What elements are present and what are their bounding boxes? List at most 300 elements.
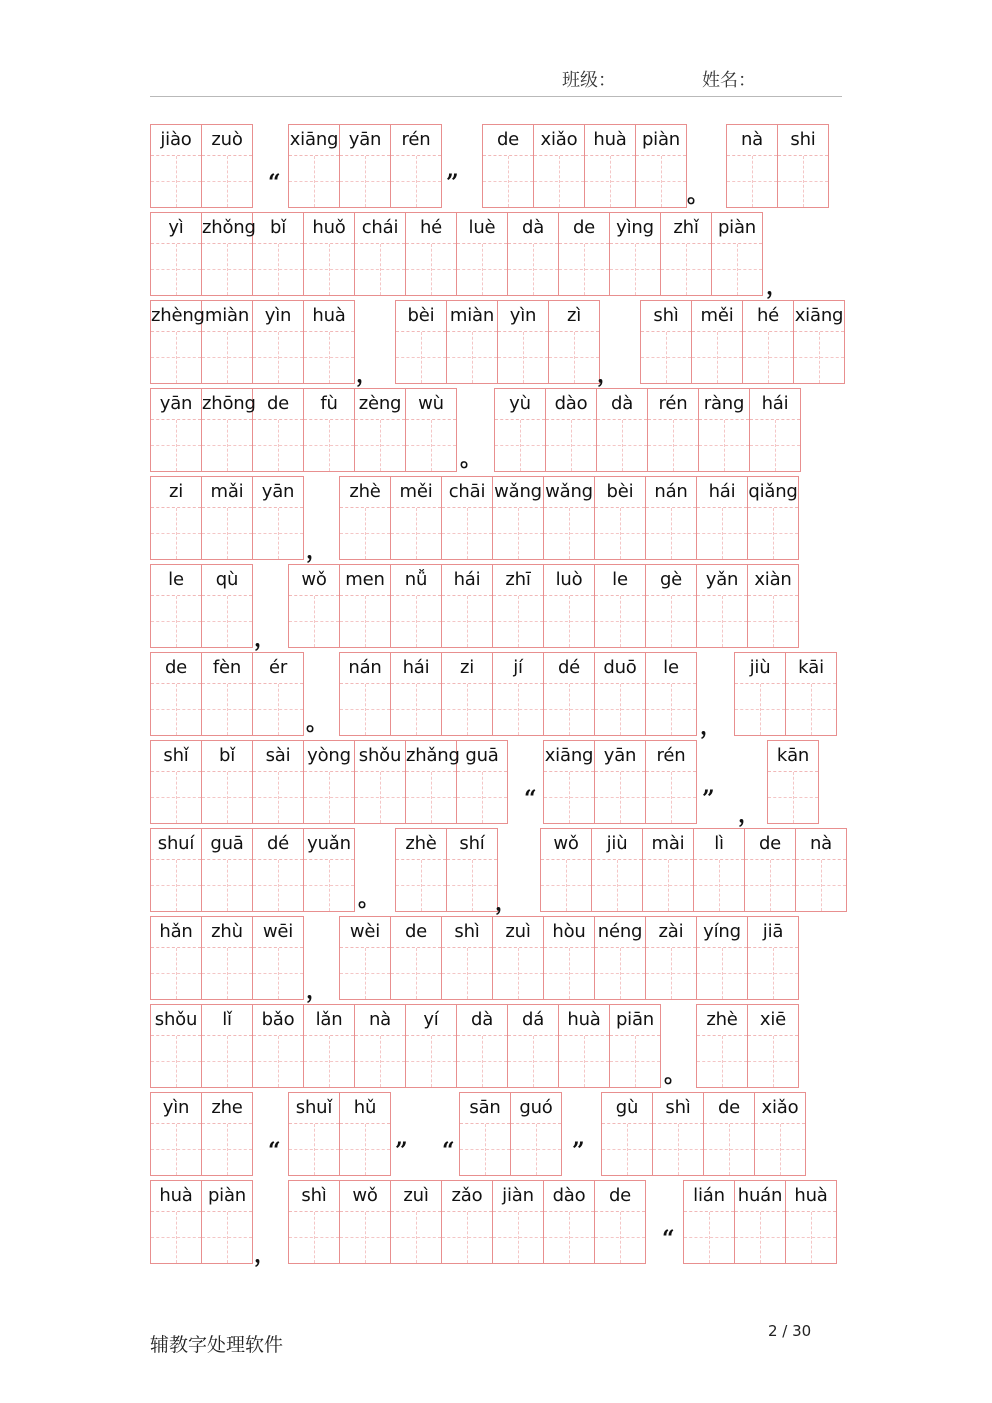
character-box[interactable] <box>151 948 201 999</box>
character-box[interactable] <box>457 1036 507 1087</box>
tianzi-cell[interactable] <box>544 477 595 559</box>
tianzi-cell[interactable] <box>755 1093 805 1175</box>
character-box[interactable] <box>304 772 354 823</box>
character-box[interactable] <box>544 508 594 559</box>
tianzi-cell[interactable] <box>202 389 256 471</box>
character-box[interactable] <box>253 1036 303 1087</box>
character-box[interactable] <box>755 1124 805 1175</box>
tianzi-cell[interactable] <box>786 1181 836 1263</box>
tianzi-cell[interactable] <box>460 1093 511 1175</box>
tianzi-cell[interactable] <box>559 1005 610 1087</box>
character-box[interactable] <box>304 420 354 471</box>
tianzi-cell[interactable] <box>391 1181 442 1263</box>
tianzi-cell[interactable] <box>768 741 818 823</box>
character-box[interactable] <box>355 420 405 471</box>
tianzi-cell[interactable] <box>151 301 205 383</box>
character-box[interactable] <box>460 1124 510 1175</box>
character-box[interactable] <box>796 860 846 911</box>
tianzi-cell[interactable] <box>151 653 202 735</box>
tianzi-cell[interactable] <box>151 1181 202 1263</box>
tianzi-cell[interactable] <box>442 565 493 647</box>
character-box[interactable] <box>493 684 543 735</box>
tianzi-cell[interactable] <box>202 741 253 823</box>
character-box[interactable] <box>396 860 446 911</box>
character-box[interactable] <box>643 860 693 911</box>
tianzi-cell[interactable] <box>406 213 457 295</box>
tianzi-cell[interactable] <box>340 1181 391 1263</box>
tianzi-cell[interactable] <box>289 125 340 207</box>
tianzi-cell[interactable] <box>493 477 544 559</box>
character-box[interactable] <box>151 244 201 295</box>
character-box[interactable] <box>391 156 441 207</box>
character-box[interactable] <box>253 684 303 735</box>
character-box[interactable] <box>712 244 762 295</box>
character-box[interactable] <box>595 772 645 823</box>
character-box[interactable] <box>697 508 747 559</box>
tianzi-cell[interactable] <box>202 477 253 559</box>
tianzi-cell[interactable] <box>493 653 544 735</box>
character-box[interactable] <box>646 948 696 999</box>
tianzi-cell[interactable] <box>457 1005 508 1087</box>
character-box[interactable] <box>493 1212 543 1263</box>
character-box[interactable] <box>202 508 252 559</box>
character-box[interactable] <box>595 684 645 735</box>
tianzi-cell[interactable] <box>340 477 391 559</box>
character-box[interactable] <box>406 1036 456 1087</box>
tianzi-cell[interactable] <box>151 389 202 471</box>
character-box[interactable] <box>151 1212 201 1263</box>
tianzi-cell[interactable] <box>610 1005 660 1087</box>
tianzi-cell[interactable] <box>304 741 355 823</box>
tianzi-cell[interactable] <box>289 1093 340 1175</box>
tianzi-cell[interactable] <box>457 213 508 295</box>
character-box[interactable] <box>595 948 645 999</box>
character-box[interactable] <box>355 1036 405 1087</box>
tianzi-cell[interactable] <box>396 301 447 383</box>
tianzi-cell[interactable] <box>202 125 252 207</box>
tianzi-cell[interactable] <box>457 741 507 823</box>
character-box[interactable] <box>641 332 691 383</box>
tianzi-cell[interactable] <box>355 213 406 295</box>
character-box[interactable] <box>636 156 686 207</box>
tianzi-cell[interactable] <box>151 565 202 647</box>
character-box[interactable] <box>202 596 252 647</box>
tianzi-cell[interactable] <box>498 301 549 383</box>
character-box[interactable] <box>340 684 390 735</box>
character-box[interactable] <box>289 596 339 647</box>
tianzi-cell[interactable] <box>442 1181 493 1263</box>
character-box[interactable] <box>447 860 497 911</box>
character-box[interactable] <box>743 332 793 383</box>
character-box[interactable] <box>610 1036 660 1087</box>
character-box[interactable] <box>289 156 339 207</box>
character-box[interactable] <box>406 772 456 823</box>
tianzi-cell[interactable] <box>151 1093 202 1175</box>
tianzi-cell[interactable] <box>253 1005 304 1087</box>
character-box[interactable] <box>457 244 507 295</box>
tianzi-cell[interactable] <box>151 741 202 823</box>
character-box[interactable] <box>786 1212 836 1263</box>
character-box[interactable] <box>692 332 742 383</box>
tianzi-cell[interactable] <box>648 389 699 471</box>
tianzi-cell[interactable] <box>641 301 692 383</box>
character-box[interactable] <box>648 420 698 471</box>
tianzi-cell[interactable] <box>340 917 391 999</box>
tianzi-cell[interactable] <box>549 301 599 383</box>
tianzi-cell[interactable] <box>646 741 696 823</box>
tianzi-cell[interactable] <box>151 125 202 207</box>
tianzi-cell[interactable] <box>794 301 844 383</box>
tianzi-cell[interactable] <box>750 389 800 471</box>
character-box[interactable] <box>253 948 303 999</box>
tianzi-cell[interactable] <box>735 653 786 735</box>
tianzi-cell[interactable] <box>643 829 694 911</box>
character-box[interactable] <box>355 244 405 295</box>
character-box[interactable] <box>735 1212 785 1263</box>
character-box[interactable] <box>511 1124 561 1175</box>
character-box[interactable] <box>442 948 492 999</box>
character-box[interactable] <box>735 684 785 735</box>
character-box[interactable] <box>202 860 252 911</box>
tianzi-cell[interactable] <box>289 1181 340 1263</box>
character-box[interactable] <box>544 772 594 823</box>
character-box[interactable] <box>442 596 492 647</box>
character-box[interactable] <box>202 1036 252 1087</box>
tianzi-cell[interactable] <box>544 917 595 999</box>
tianzi-cell[interactable] <box>610 213 661 295</box>
tianzi-cell[interactable] <box>712 213 762 295</box>
tianzi-cell[interactable] <box>202 1181 252 1263</box>
character-box[interactable] <box>727 156 777 207</box>
character-box[interactable] <box>595 596 645 647</box>
tianzi-cell[interactable] <box>396 829 447 911</box>
tianzi-cell[interactable] <box>355 741 406 823</box>
character-box[interactable] <box>544 1212 594 1263</box>
tianzi-cell[interactable] <box>585 125 636 207</box>
character-box[interactable] <box>546 420 596 471</box>
character-box[interactable] <box>493 508 543 559</box>
character-box[interactable] <box>253 420 303 471</box>
character-box[interactable] <box>646 508 696 559</box>
character-box[interactable] <box>442 1212 492 1263</box>
tianzi-cell[interactable] <box>653 1093 704 1175</box>
character-box[interactable] <box>745 860 795 911</box>
tianzi-cell[interactable] <box>778 125 828 207</box>
character-box[interactable] <box>202 1212 252 1263</box>
character-box[interactable] <box>202 332 252 383</box>
character-box[interactable] <box>508 244 558 295</box>
character-box[interactable] <box>391 1212 441 1263</box>
tianzi-cell[interactable] <box>253 653 303 735</box>
character-box[interactable] <box>592 860 642 911</box>
tianzi-cell[interactable] <box>391 917 442 999</box>
character-box[interactable] <box>544 684 594 735</box>
tianzi-cell[interactable] <box>748 917 798 999</box>
character-box[interactable] <box>508 1036 558 1087</box>
tianzi-cell[interactable] <box>253 477 303 559</box>
character-box[interactable] <box>151 596 201 647</box>
character-box[interactable] <box>202 244 252 295</box>
tianzi-cell[interactable] <box>202 1005 253 1087</box>
tianzi-cell[interactable] <box>546 389 597 471</box>
character-box[interactable] <box>304 860 354 911</box>
character-box[interactable] <box>750 420 800 471</box>
tianzi-cell[interactable] <box>304 213 355 295</box>
tianzi-cell[interactable] <box>508 213 559 295</box>
character-box[interactable] <box>202 684 252 735</box>
tianzi-cell[interactable] <box>202 1093 252 1175</box>
character-box[interactable] <box>646 596 696 647</box>
tianzi-cell[interactable] <box>202 917 253 999</box>
tianzi-cell[interactable] <box>304 301 354 383</box>
character-box[interactable] <box>748 596 798 647</box>
character-box[interactable] <box>391 948 441 999</box>
tianzi-cell[interactable] <box>340 653 391 735</box>
tianzi-cell[interactable] <box>541 829 592 911</box>
tianzi-cell[interactable] <box>304 829 354 911</box>
character-box[interactable] <box>304 332 354 383</box>
tianzi-cell[interactable] <box>748 565 798 647</box>
tianzi-cell[interactable] <box>704 1093 755 1175</box>
character-box[interactable] <box>355 772 405 823</box>
character-box[interactable] <box>610 244 660 295</box>
character-box[interactable] <box>151 420 201 471</box>
character-box[interactable] <box>595 508 645 559</box>
tianzi-cell[interactable] <box>544 741 595 823</box>
character-box[interactable] <box>694 860 744 911</box>
tianzi-cell[interactable] <box>391 565 442 647</box>
character-box[interactable] <box>202 1124 252 1175</box>
tianzi-cell[interactable] <box>202 829 253 911</box>
character-box[interactable] <box>304 1036 354 1087</box>
character-box[interactable] <box>697 1036 747 1087</box>
tianzi-cell[interactable] <box>391 477 442 559</box>
tianzi-cell[interactable] <box>355 389 406 471</box>
tianzi-cell[interactable] <box>786 653 836 735</box>
tianzi-cell[interactable] <box>692 301 743 383</box>
tianzi-cell[interactable] <box>289 565 340 647</box>
tianzi-cell[interactable] <box>253 917 303 999</box>
tianzi-cell[interactable] <box>544 1181 595 1263</box>
character-box[interactable] <box>151 860 201 911</box>
character-box[interactable] <box>442 684 492 735</box>
character-box[interactable] <box>151 508 201 559</box>
tianzi-cell[interactable] <box>151 477 202 559</box>
tianzi-cell[interactable] <box>694 829 745 911</box>
character-box[interactable] <box>289 1212 339 1263</box>
tianzi-cell[interactable] <box>602 1093 653 1175</box>
tianzi-cell[interactable] <box>595 565 646 647</box>
tianzi-cell[interactable] <box>495 389 546 471</box>
character-box[interactable] <box>778 156 828 207</box>
character-box[interactable] <box>661 244 711 295</box>
character-box[interactable] <box>151 332 201 383</box>
character-box[interactable] <box>544 948 594 999</box>
character-box[interactable] <box>253 508 303 559</box>
tianzi-cell[interactable] <box>304 389 355 471</box>
tianzi-cell[interactable] <box>595 653 646 735</box>
tianzi-cell[interactable] <box>340 565 391 647</box>
character-box[interactable] <box>202 772 252 823</box>
tianzi-cell[interactable] <box>727 125 778 207</box>
character-box[interactable] <box>495 420 545 471</box>
tianzi-cell[interactable] <box>253 741 304 823</box>
character-box[interactable] <box>391 508 441 559</box>
tianzi-cell[interactable] <box>202 213 256 295</box>
character-box[interactable] <box>304 244 354 295</box>
character-box[interactable] <box>151 772 201 823</box>
character-box[interactable] <box>340 508 390 559</box>
tianzi-cell[interactable] <box>511 1093 561 1175</box>
tianzi-cell[interactable] <box>253 829 304 911</box>
tianzi-cell[interactable] <box>544 653 595 735</box>
tianzi-cell[interactable] <box>253 389 304 471</box>
tianzi-cell[interactable] <box>253 301 304 383</box>
tianzi-cell[interactable] <box>699 389 750 471</box>
character-box[interactable] <box>699 420 749 471</box>
tianzi-cell[interactable] <box>340 1093 390 1175</box>
tianzi-cell[interactable] <box>151 829 202 911</box>
character-box[interactable] <box>534 156 584 207</box>
character-box[interactable] <box>202 420 252 471</box>
tianzi-cell[interactable] <box>748 1005 798 1087</box>
tianzi-cell[interactable] <box>697 1005 748 1087</box>
tianzi-cell[interactable] <box>442 653 493 735</box>
tianzi-cell[interactable] <box>151 213 202 295</box>
character-box[interactable] <box>442 508 492 559</box>
tianzi-cell[interactable] <box>745 829 796 911</box>
character-box[interactable] <box>340 1124 390 1175</box>
character-box[interactable] <box>653 1124 703 1175</box>
tianzi-cell[interactable] <box>406 389 456 471</box>
tianzi-cell[interactable] <box>493 565 544 647</box>
character-box[interactable] <box>253 860 303 911</box>
character-box[interactable] <box>289 1124 339 1175</box>
tianzi-cell[interactable] <box>202 653 253 735</box>
character-box[interactable] <box>151 1124 201 1175</box>
tianzi-cell[interactable] <box>661 213 712 295</box>
tianzi-cell[interactable] <box>646 653 696 735</box>
character-box[interactable] <box>253 772 303 823</box>
character-box[interactable] <box>646 772 696 823</box>
tianzi-cell[interactable] <box>597 389 648 471</box>
tianzi-cell[interactable] <box>151 917 202 999</box>
tianzi-cell[interactable] <box>735 1181 786 1263</box>
tianzi-cell[interactable] <box>595 741 646 823</box>
character-box[interactable] <box>697 596 747 647</box>
tianzi-cell[interactable] <box>595 477 646 559</box>
character-box[interactable] <box>202 948 252 999</box>
tianzi-cell[interactable] <box>646 917 697 999</box>
tianzi-cell[interactable] <box>406 1005 457 1087</box>
tianzi-cell[interactable] <box>151 1005 202 1087</box>
tianzi-cell[interactable] <box>508 1005 559 1087</box>
character-box[interactable] <box>498 332 548 383</box>
character-box[interactable] <box>340 596 390 647</box>
tianzi-cell[interactable] <box>304 1005 355 1087</box>
character-box[interactable] <box>549 332 599 383</box>
tianzi-cell[interactable] <box>748 477 798 559</box>
character-box[interactable] <box>559 1036 609 1087</box>
tianzi-cell[interactable] <box>636 125 686 207</box>
character-box[interactable] <box>340 948 390 999</box>
character-box[interactable] <box>406 244 456 295</box>
tianzi-cell[interactable] <box>202 301 253 383</box>
tianzi-cell[interactable] <box>406 741 460 823</box>
tianzi-cell[interactable] <box>559 213 610 295</box>
tianzi-cell[interactable] <box>595 1181 645 1263</box>
character-box[interactable] <box>406 420 456 471</box>
tianzi-cell[interactable] <box>447 829 497 911</box>
character-box[interactable] <box>391 684 441 735</box>
tianzi-cell[interactable] <box>493 1181 544 1263</box>
character-box[interactable] <box>151 156 201 207</box>
character-box[interactable] <box>493 948 543 999</box>
character-box[interactable] <box>151 1036 201 1087</box>
character-box[interactable] <box>748 948 798 999</box>
tianzi-cell[interactable] <box>340 125 391 207</box>
tianzi-cell[interactable] <box>697 477 748 559</box>
tianzi-cell[interactable] <box>646 477 697 559</box>
tianzi-cell[interactable] <box>493 917 544 999</box>
tianzi-cell[interactable] <box>796 829 846 911</box>
character-box[interactable] <box>457 772 507 823</box>
character-box[interactable] <box>697 948 747 999</box>
character-box[interactable] <box>602 1124 652 1175</box>
character-box[interactable] <box>340 156 390 207</box>
character-box[interactable] <box>202 156 252 207</box>
tianzi-cell[interactable] <box>595 917 646 999</box>
character-box[interactable] <box>447 332 497 383</box>
tianzi-cell[interactable] <box>544 565 595 647</box>
character-box[interactable] <box>768 772 818 823</box>
character-box[interactable] <box>151 684 201 735</box>
tianzi-cell[interactable] <box>391 653 442 735</box>
tianzi-cell[interactable] <box>697 917 748 999</box>
tianzi-cell[interactable] <box>253 213 304 295</box>
tianzi-cell[interactable] <box>534 125 585 207</box>
character-box[interactable] <box>253 332 303 383</box>
tianzi-cell[interactable] <box>447 301 498 383</box>
character-box[interactable] <box>597 420 647 471</box>
character-box[interactable] <box>595 1212 645 1263</box>
character-box[interactable] <box>391 596 441 647</box>
tianzi-cell[interactable] <box>592 829 643 911</box>
character-box[interactable] <box>786 684 836 735</box>
character-box[interactable] <box>585 156 635 207</box>
character-box[interactable] <box>794 332 844 383</box>
tianzi-cell[interactable] <box>646 565 697 647</box>
tianzi-cell[interactable] <box>442 477 493 559</box>
tianzi-cell[interactable] <box>391 125 441 207</box>
character-box[interactable] <box>396 332 446 383</box>
tianzi-cell[interactable] <box>684 1181 735 1263</box>
character-box[interactable] <box>646 684 696 735</box>
character-box[interactable] <box>684 1212 734 1263</box>
character-box[interactable] <box>704 1124 754 1175</box>
character-box[interactable] <box>559 244 609 295</box>
tianzi-cell[interactable] <box>355 1005 406 1087</box>
tianzi-cell[interactable] <box>743 301 794 383</box>
tianzi-cell[interactable] <box>442 917 493 999</box>
tianzi-cell[interactable] <box>697 565 748 647</box>
character-box[interactable] <box>544 596 594 647</box>
character-box[interactable] <box>541 860 591 911</box>
character-box[interactable] <box>483 156 533 207</box>
tianzi-cell[interactable] <box>483 125 534 207</box>
character-box[interactable] <box>493 596 543 647</box>
character-box[interactable] <box>253 244 303 295</box>
